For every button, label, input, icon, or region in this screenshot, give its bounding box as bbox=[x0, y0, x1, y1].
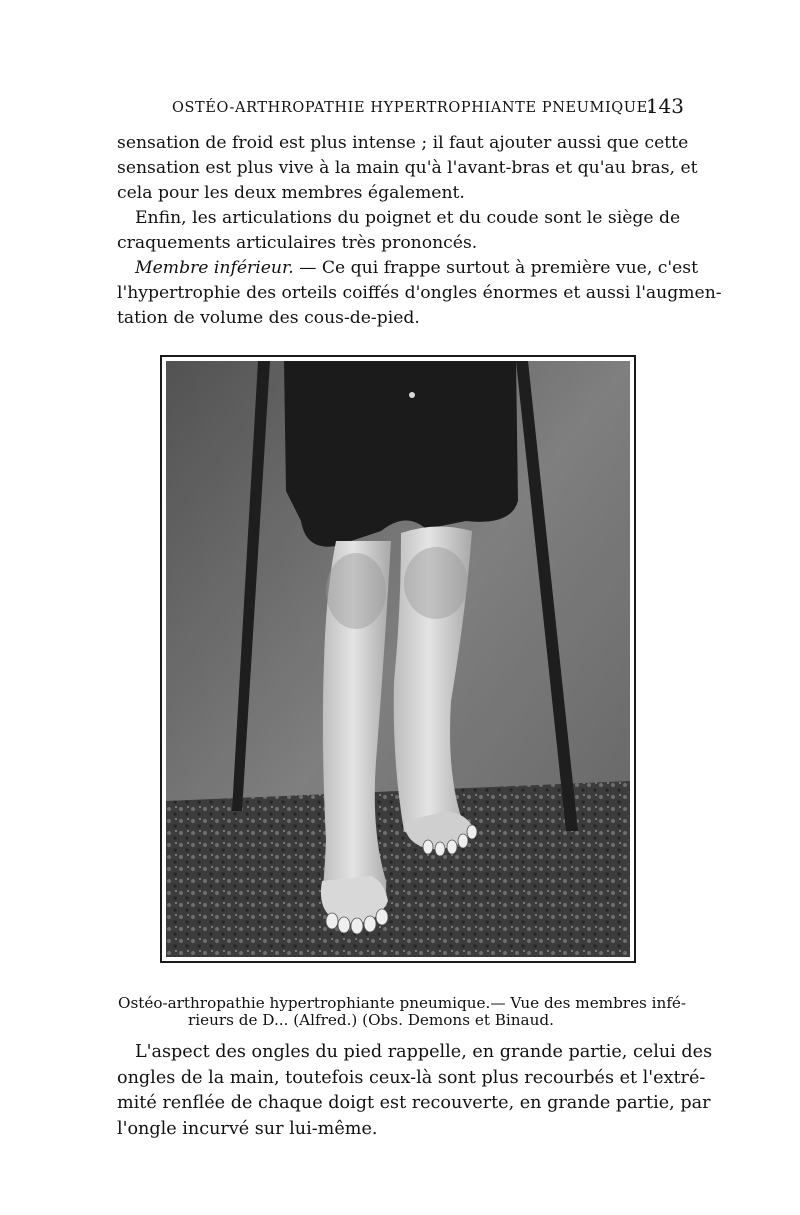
figure-photograph bbox=[160, 355, 636, 963]
text-line: L'aspect des ongles du pied rappelle, en grande partie, celui des bbox=[135, 1042, 713, 1062]
text-line: sensation de froid est plus intense ; il faut ajouter aussi que cette bbox=[117, 133, 689, 153]
running-header bbox=[112, 94, 684, 124]
legs-photograph bbox=[166, 361, 630, 957]
caption-line: Ostéo-arthropathie hypertrophiante pneumique.— Vue des membres infé- bbox=[118, 994, 687, 1012]
text-line: Enfin, les articulations du poignet et du coude sont le siège de bbox=[135, 208, 681, 228]
text-line: craquements articulaires très prononcés. bbox=[117, 233, 478, 254]
text-line: l'ongle incurvé sur lui-même. bbox=[117, 1118, 378, 1139]
running-title: OSTÉO-ARTHROPATHIE HYPERTROPHIANTE PNEUMIQUE. bbox=[172, 100, 653, 116]
paragraph-sensation bbox=[117, 131, 698, 207]
paragraph-membre-inferieur bbox=[117, 256, 722, 332]
section-lead: Membre inférieur. bbox=[135, 258, 294, 278]
text-line: tation de volume des cous-de-pied. bbox=[117, 308, 420, 329]
text-line: l'hypertrophie des orteils coiffés d'ongles énormes et aussi l'augmen- bbox=[117, 283, 722, 304]
text-line: mité renflée de chaque doigt est recouverte, en grande partie, par bbox=[117, 1093, 711, 1113]
text-line: sensation est plus vive à la main qu'à l'avant-bras et qu'au bras, et bbox=[117, 158, 698, 179]
caption-line: rieurs de D... (Alfred.) (Obs. Demons et Binaud. bbox=[188, 1011, 554, 1029]
text-line: cela pour les deux membres également. bbox=[117, 183, 465, 204]
text-line: ongles de la main, toutefois ceux-là sont plus recourbés et l'extré- bbox=[117, 1067, 706, 1088]
paragraph-articulations bbox=[117, 206, 684, 256]
figure-caption bbox=[118, 994, 687, 1029]
page-number: 143 bbox=[645, 94, 684, 118]
text-run: — Ce qui frappe surtout à première vue, c'est bbox=[293, 258, 699, 278]
text-line bbox=[117, 256, 699, 281]
paragraph-ongles bbox=[117, 1040, 713, 1142]
